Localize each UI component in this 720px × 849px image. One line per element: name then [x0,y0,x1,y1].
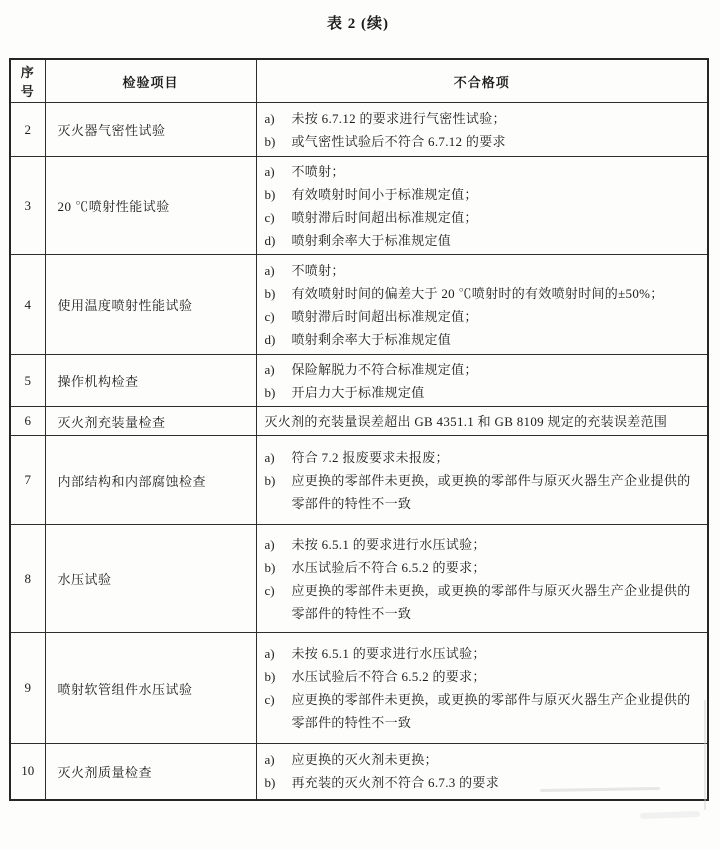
row-faults [256,744,708,800]
row-faults [256,525,708,633]
table-title: 表 2 (续) [327,16,389,32]
fault-text: 喷射滞后时间超出标准规定值； [291,308,478,324]
fault-line [265,381,702,404]
table-row [10,255,708,355]
fault-marker: b) [264,384,276,400]
fault-marker: a) [264,449,275,465]
inspection-table [9,58,709,801]
row-item: 灭火剂充装量检查 [45,407,256,436]
fault-text: 再充装的灭火剂不符合 6.7.3 的要求 [291,775,499,791]
fault-line [265,107,702,130]
fault-line [265,665,702,688]
table-row [10,407,708,436]
fault-marker: a) [264,361,275,377]
fault-marker: a) [264,110,275,126]
fault-text: 未按 6.7.12 的要求进行气密性试验； [291,110,506,126]
fault-line [265,305,702,328]
fault-marker: a) [264,536,275,552]
fault-text: 水压试验后不符合 6.5.2 的要求； [291,559,486,575]
fault-marker: b) [264,186,276,202]
table-row [10,525,708,633]
fault-text: 应更换的零部件未更换，或更换的零部件与原灭火器生产企业提供的零部件的特性不一致 [291,692,691,730]
fault-text: 保险解脱力不符合标准规定值； [291,361,478,377]
row-item: 喷射软管组件水压试验 [45,633,256,744]
row-faults [256,633,708,744]
fault-marker: b) [264,285,276,301]
fault-marker: c) [264,692,275,707]
fault-text: 不喷射； [291,163,345,179]
fault-text: 灭火剂的充装量误差超出 GB 4351.1 和 GB 8109 规定的充装误差范围 [264,413,668,429]
fault-text: 水压试验后不符合 6.5.2 的要求； [291,669,486,684]
fault-line [265,771,702,794]
table-row [10,744,708,800]
row-faults [256,436,708,525]
row-faults [256,407,708,436]
table-row [10,633,708,744]
fault-marker: b) [264,133,276,149]
fault-text: 应更换的零部件未更换，或更换的零部件与原灭火器生产企业提供的零部件的特性不一致 [291,582,691,621]
fault-line [265,556,702,579]
fault-text: 或气密性试验后不符合 6.7.12 的要求 [291,133,506,149]
table-row [10,103,708,157]
fault-line [265,469,702,515]
fault-text: 开启力大于标准规定值 [291,384,425,400]
fault-marker: b) [264,775,276,791]
fault-marker: d) [264,331,276,347]
fault-line [265,130,702,153]
scan-artifact [640,811,700,819]
table-row [10,436,708,525]
fault-text: 未按 6.5.1 的要求进行水压试验； [291,646,486,661]
row-seq: 2 [10,103,45,157]
row-item: 内部结构和内部腐蚀检查 [45,436,256,525]
fault-marker: a) [264,646,275,661]
fault-line [265,688,702,734]
row-seq: 4 [10,255,45,355]
fault-line [265,229,702,252]
fault-marker: a) [264,752,275,768]
fault-marker: a) [264,163,275,179]
fault-marker: d) [264,232,276,248]
row-item: 操作机构检查 [45,355,256,407]
fault-line [265,160,702,183]
fault-text: 应更换的灭火剂未更换； [291,752,438,768]
header-cell-seq: 序号 [10,59,45,103]
fault-line [265,533,702,556]
fault-text: 未按 6.5.1 的要求进行水压试验； [291,536,486,552]
fault-marker: b) [264,559,276,575]
row-item: 20 ℃喷射性能试验 [45,157,256,255]
fault-line [265,642,702,665]
fault-text: 喷射滞后时间超出标准规定值； [291,209,478,225]
row-faults [256,103,708,157]
table-row [10,355,708,407]
fault-text: 有效喷射时间的偏差大于 20 ℃喷射时的有效喷射时间的±50%； [291,285,664,301]
fault-marker: c) [264,209,275,225]
fault-line [265,259,702,282]
header-cell-fault: 不合格项 [256,59,708,103]
row-seq: 9 [10,633,45,744]
row-item: 灭火器气密性试验 [45,103,256,157]
row-seq: 8 [10,525,45,633]
row-seq: 10 [10,744,45,800]
fault-text: 有效喷射时间小于标准规定值； [291,186,478,202]
row-item: 灭火剂质量检查 [45,744,256,800]
fault-line [265,328,702,351]
table-row [10,157,708,255]
row-seq: 6 [10,407,45,436]
fault-text: 不喷射； [291,262,345,278]
fault-line [265,579,702,625]
row-faults [256,157,708,255]
row-item: 水压试验 [45,525,256,633]
fault-marker: b) [264,669,276,684]
fault-text: 喷射剩余率大于标准规定值 [291,232,452,248]
fault-marker: c) [264,582,275,598]
row-seq: 5 [10,355,45,407]
row-seq: 7 [10,436,45,525]
fault-text: 喷射剩余率大于标准规定值 [291,331,452,347]
row-faults [256,255,708,355]
fault-text: 符合 7.2 报废要求未报废； [291,449,449,465]
table-header-row [10,59,708,103]
header-cell-item: 检验项目 [45,59,256,103]
fault-marker: b) [264,472,276,488]
fault-line [265,183,702,206]
fault-marker: a) [264,262,275,278]
fault-line [265,446,702,469]
fault-marker: c) [264,308,275,324]
fault-line [265,206,702,229]
fault-line [265,282,702,305]
fault-line [265,748,702,771]
row-faults [256,355,708,407]
row-seq: 3 [10,157,45,255]
fault-text: 应更换的零部件未更换，或更换的零部件与原灭火器生产企业提供的零部件的特性不一致 [291,472,691,511]
row-item: 使用温度喷射性能试验 [45,255,256,355]
fault-line [265,358,702,381]
